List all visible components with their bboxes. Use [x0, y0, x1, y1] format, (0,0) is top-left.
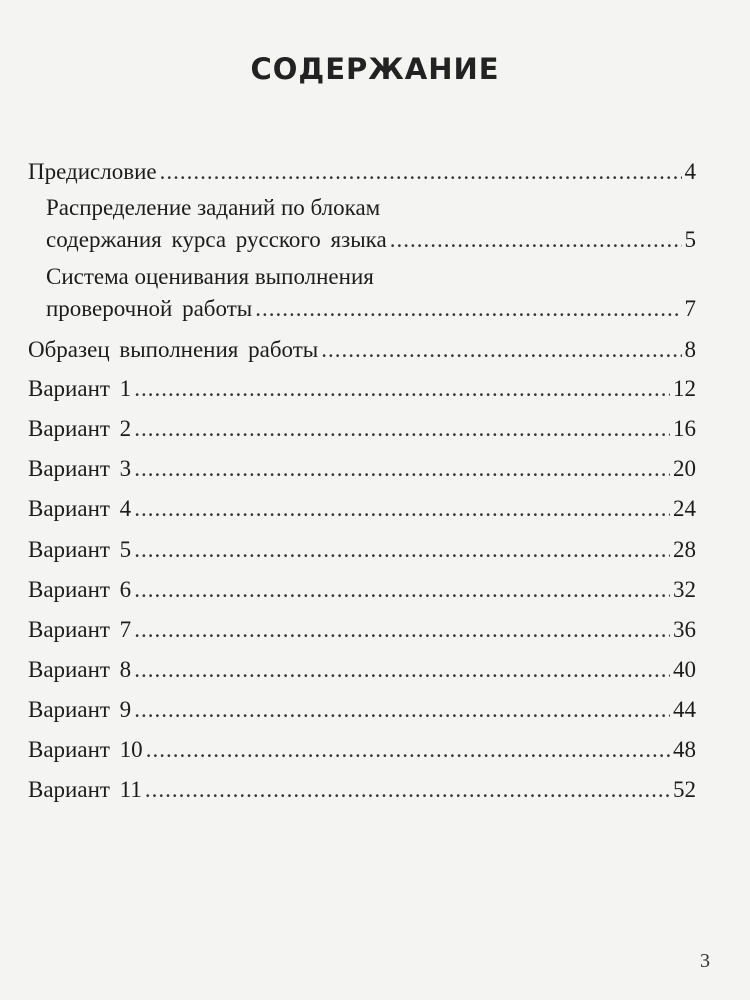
toc-entry-label: Вариант 1 — [28, 376, 132, 401]
toc-entry-label: Вариант 5 — [28, 537, 132, 562]
toc-entry-variant-8 — [28, 654, 696, 686]
toc-entry-label-line1: Распределение заданий по блокам — [46, 195, 381, 220]
toc-entry-page: 7 — [684, 296, 696, 321]
toc-entry-variant-4 — [28, 493, 696, 525]
toc-entry-label: Вариант 8 — [28, 657, 132, 682]
toc-entry-variant-3 — [28, 453, 696, 485]
dot-leader — [134, 373, 670, 405]
toc-entry-label: Вариант 9 — [28, 697, 132, 722]
toc-entry-page: 48 — [673, 737, 696, 762]
dot-leader — [321, 334, 681, 366]
toc-entry-preface — [28, 156, 696, 188]
toc-entry-page: 4 — [684, 159, 696, 184]
toc-entry-grading-system — [46, 261, 696, 325]
toc-entry-variant-6 — [28, 574, 696, 606]
toc-entry-label: Вариант 2 — [28, 416, 132, 441]
toc-entry-page: 44 — [673, 697, 696, 722]
toc-entry-page: 16 — [673, 416, 696, 441]
dot-leader — [145, 774, 670, 806]
toc-entry-label-line1: Система оценивания выполнения — [46, 264, 374, 289]
dot-leader — [146, 734, 670, 766]
dot-leader — [134, 614, 670, 646]
toc-entry-label: проверочной работы — [46, 296, 253, 321]
toc-entry-label: Вариант 4 — [28, 496, 132, 521]
page-title: СОДЕРЖАНИЕ — [250, 52, 500, 86]
toc-entry-page: 40 — [673, 657, 696, 682]
toc-entry-page: 24 — [673, 496, 696, 521]
dot-leader — [255, 293, 681, 325]
toc-entry-variant-5 — [28, 534, 696, 566]
dot-leader — [134, 493, 670, 525]
toc-entry-label: Вариант 11 — [28, 777, 142, 802]
dot-leader — [134, 574, 670, 606]
toc-entry-variant-9 — [28, 694, 696, 726]
dot-leader — [390, 224, 682, 256]
toc-entry-label: Вариант 7 — [28, 617, 132, 642]
toc-entry-variant-11 — [28, 774, 696, 806]
toc-entry-variant-7 — [28, 614, 696, 646]
page-number: 3 — [700, 950, 710, 972]
dot-leader — [134, 654, 670, 686]
toc-entry-sample — [28, 334, 696, 366]
dot-leader — [134, 694, 670, 726]
toc-entry-variant-10 — [28, 734, 696, 766]
toc-entry-label: Вариант 3 — [28, 456, 132, 481]
toc-entry-label: Вариант 10 — [28, 737, 143, 762]
toc-entry-label: Вариант 6 — [28, 577, 132, 602]
toc-entry-label: содержания курса русского языка — [46, 227, 387, 252]
toc-entry-page: 36 — [673, 617, 696, 642]
toc-entry-variant-1 — [28, 373, 696, 405]
toc-entry-label: Образец выполнения работы — [28, 337, 319, 362]
toc-entry-page: 28 — [673, 537, 696, 562]
toc-entry-page: 32 — [673, 577, 696, 602]
toc-entry-page: 8 — [684, 337, 696, 362]
dot-leader — [134, 534, 670, 566]
dot-leader — [160, 156, 682, 188]
toc-entry-variant-2 — [28, 413, 696, 445]
toc-entry-page: 20 — [673, 456, 696, 481]
toc-entry-page: 52 — [673, 777, 696, 802]
dot-leader — [134, 453, 670, 485]
toc-entry-task-distribution — [46, 192, 696, 256]
toc-entry-page: 12 — [673, 376, 696, 401]
toc-entry-label: Предисловие — [28, 159, 157, 184]
dot-leader — [134, 413, 670, 445]
toc-entry-page: 5 — [684, 227, 696, 252]
